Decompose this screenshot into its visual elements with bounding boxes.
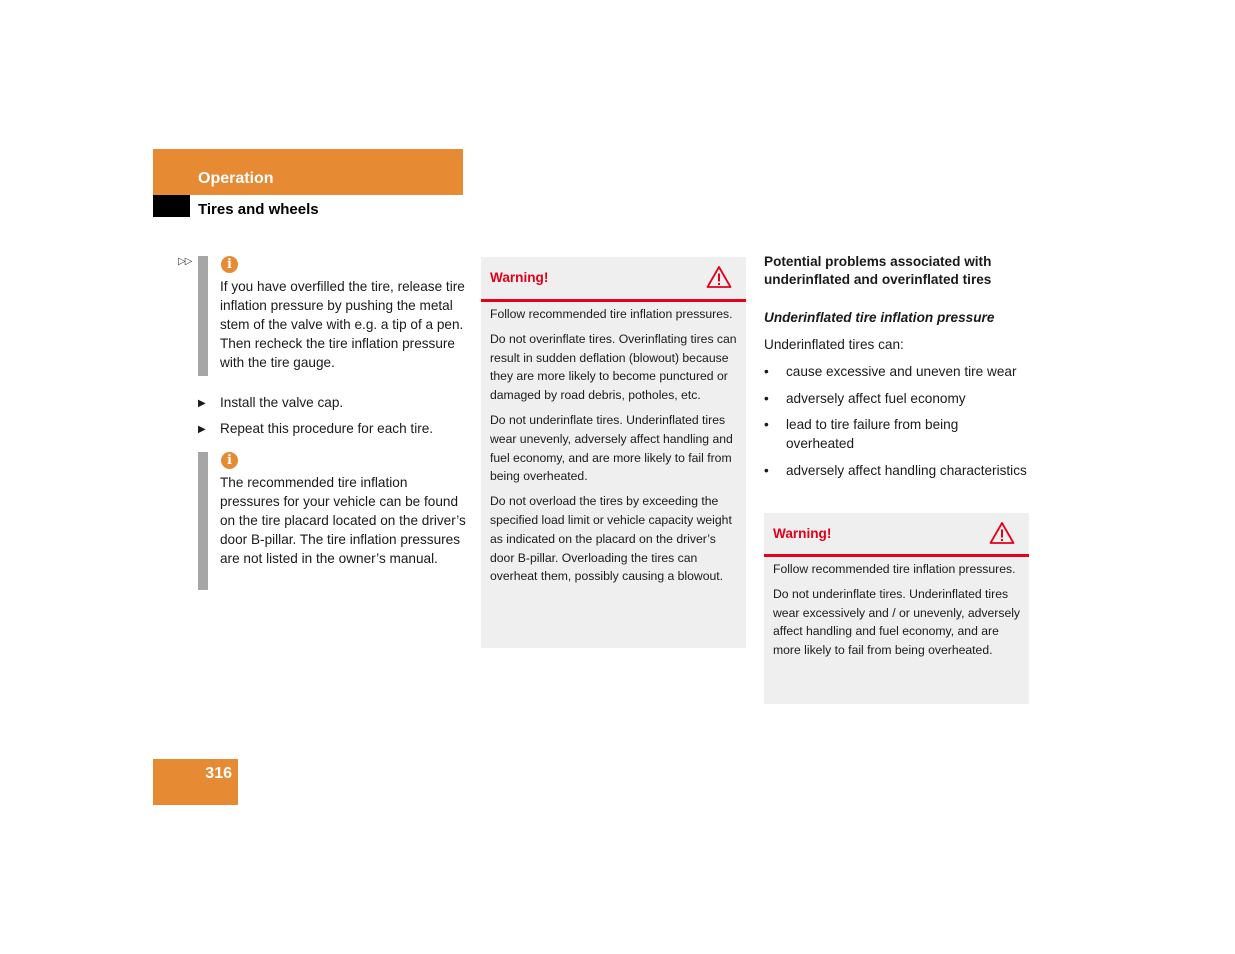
step-text: Repeat this procedure for each tire. bbox=[220, 421, 434, 436]
warning-paragraph: Do not underinflate tires. Underinflated tires wear unevenly, adversely affect handling and fuel economy, and are more likely to fail from being overheated. bbox=[490, 412, 733, 484]
warning-body bbox=[773, 560, 1021, 666]
list-item: • cause excessive and uneven tire wear bbox=[764, 362, 1029, 381]
warning-header bbox=[481, 257, 746, 302]
note-text: If you have overfilled the tire, release tire inflation pressure by pushing the metal stem of the valve with e.g. a tip of a pen. Then recheck the tire inflation pressure with the tire gauge. bbox=[220, 279, 465, 370]
step-arrow-icon: ▶ bbox=[198, 398, 206, 409]
info-icon: i bbox=[221, 256, 238, 273]
info-note-2 bbox=[198, 452, 468, 590]
list-item: • lead to tire failure from being overheated bbox=[764, 415, 1029, 453]
warning-label: Warning! bbox=[490, 270, 549, 285]
section-title: Operation bbox=[198, 170, 274, 187]
step-item bbox=[198, 419, 433, 439]
list-item: • adversely affect handling characteristics bbox=[764, 461, 1029, 480]
warning-body bbox=[490, 305, 738, 592]
step-text: Install the valve cap. bbox=[220, 395, 344, 410]
list-item: • adversely affect fuel economy bbox=[764, 389, 1029, 408]
warning-box-1 bbox=[481, 257, 746, 648]
note-text: The recommended tire inflation pressures for your vehicle can be found on the tire placard located on the driver’s door B-pillar. The tire inflation pressures are not listed in the owner’s manual. bbox=[220, 475, 466, 566]
subsection-title: Tires and wheels bbox=[198, 201, 319, 218]
warning-triangle-icon bbox=[989, 521, 1015, 545]
intro-text: Underinflated tires can: bbox=[764, 337, 904, 352]
bullet-list bbox=[764, 362, 1029, 487]
warning-paragraph: Do not overinflate tires. Overinflating tires can result in sudden deflation (blowout) because they are more likely to become punctured or damaged by road debris, potholes, etc. bbox=[490, 331, 737, 403]
warning-triangle-icon bbox=[706, 265, 732, 289]
step-item bbox=[198, 393, 343, 413]
warning-box-2 bbox=[764, 513, 1029, 704]
warning-paragraph: Do not underinflate tires. Underinflated tires wear excessively and / or unevenly, adversely affect handling and fuel economy, and are more likely to fail from being overheated. bbox=[773, 586, 1021, 658]
warning-header bbox=[764, 513, 1029, 557]
warning-paragraph: Do not overload the tires by exceeding the specified load limit or vehicle capacity weight as indicated on the placard on the driver’s door B-pillar. Overloading the tires can overheat them, possibly causing a blowout. bbox=[490, 494, 732, 584]
header-marker bbox=[153, 195, 190, 217]
info-note-1 bbox=[198, 256, 468, 376]
section-heading: Potential problems associated with underinflated and overinflated tires bbox=[764, 254, 992, 287]
continuation-marker: ▷▷ bbox=[178, 256, 192, 267]
page-number: 316 bbox=[205, 765, 232, 782]
step-arrow-icon: ▶ bbox=[198, 424, 206, 435]
subheading: Underinflated tire inflation pressure bbox=[764, 310, 995, 325]
warning-paragraph: Follow recommended tire inflation pressures. bbox=[490, 307, 733, 321]
note-bar bbox=[198, 256, 208, 376]
warning-label: Warning! bbox=[773, 526, 832, 541]
info-icon: i bbox=[221, 452, 238, 469]
warning-paragraph: Follow recommended tire inflation pressures. bbox=[773, 562, 1016, 576]
note-bar bbox=[198, 452, 208, 590]
